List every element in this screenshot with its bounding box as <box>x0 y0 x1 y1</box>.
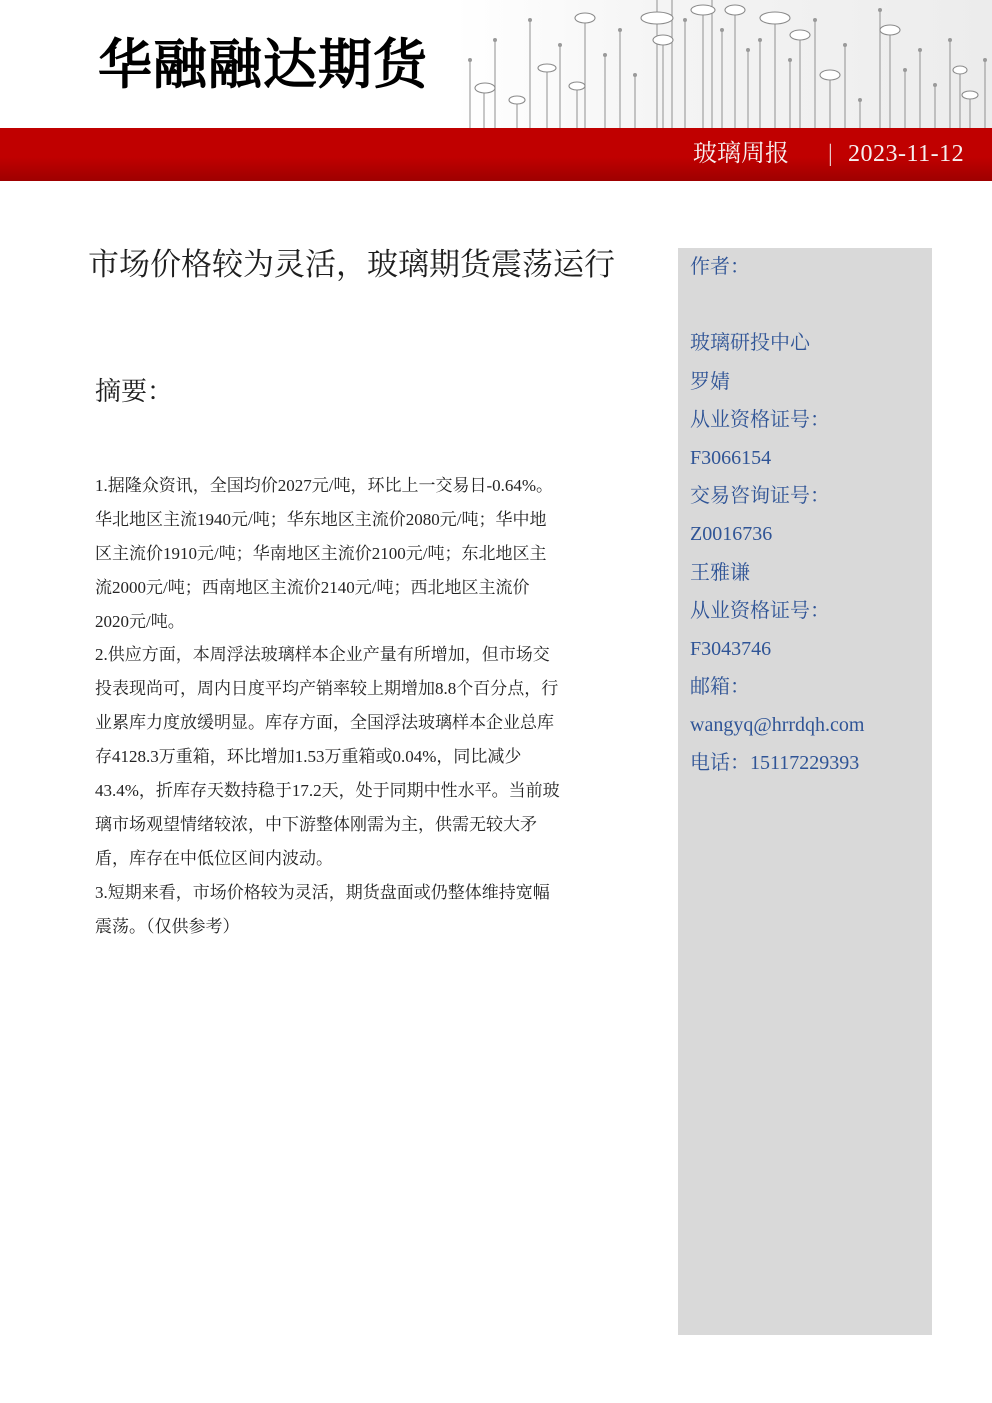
summary-line: 投表现尚可，周内日度平均产销率较上期增加8.8个百分点，行 <box>95 679 559 699</box>
report-title: 市场价格较为灵活，玻璃期货震荡运行 <box>88 247 615 282</box>
summary-body <box>95 469 635 943</box>
qualification-label: 从业资格证号： <box>690 408 830 431</box>
author-sidebar <box>678 248 932 1335</box>
header-band <box>0 128 992 181</box>
email-label: 邮箱： <box>690 676 750 699</box>
qualification-number: F3043746 <box>690 637 772 660</box>
summary-line: 区主流价1910元/吨；华南地区主流价2100元/吨；东北地区主 <box>95 543 547 563</box>
email-address: wangyq@hrrdqh.com <box>690 714 865 737</box>
summary-line: 震荡。（仅供参考） <box>95 916 240 936</box>
qualification-label: 从业资格证号： <box>690 599 830 622</box>
qualification-number: F3066154 <box>690 446 772 469</box>
phone-number: 电话：15117229393 <box>690 752 860 775</box>
summary-line: 盾，库存在中低位区间内波动。 <box>95 848 333 868</box>
decorative-lines-graphic <box>455 0 992 128</box>
header-decoration <box>455 0 992 128</box>
summary-line: 华北地区主流1940元/吨；华东地区主流价2080元/吨；华中地 <box>95 509 547 529</box>
summary-line: 流2000元/吨；西南地区主流价2140元/吨；西北地区主流价 <box>95 577 530 597</box>
report-type: 玻璃周报 <box>693 141 789 167</box>
summary-line: 璃市场观望情绪较浓，中下游整体刚需为主，供需无较大矛 <box>95 814 537 834</box>
summary-line: 存4128.3万重箱，环比增加1.53万重箱或0.04%，同比减少 <box>95 747 522 767</box>
summary-heading: 摘要： <box>95 377 174 406</box>
report-date: 2023-11-12 <box>848 141 965 167</box>
consulting-number: Z0016736 <box>690 523 773 546</box>
author-details <box>690 324 930 782</box>
summary-line: 1.据隆众资讯，全国均价2027元/吨，环比上一交易日-0.64%。 <box>95 476 554 495</box>
brand-logo-text: 华融融达期货 <box>98 33 428 96</box>
author-name: 罗婧 <box>690 370 730 393</box>
summary-line: 2.供应方面，本周浮法玻璃样本企业产量有所增加，但市场交 <box>95 645 550 665</box>
author-name: 王雅谦 <box>690 561 750 584</box>
author-label: 作者： <box>690 256 750 278</box>
summary-line: 3.短期来看，市场价格较为灵活，期货盘面或仍整体维持宽幅 <box>95 882 550 902</box>
summary-line: 2020元/吨。 <box>95 611 185 631</box>
research-team: 玻璃研投中心 <box>690 332 810 355</box>
header-separator: | <box>828 141 833 167</box>
summary-line: 业累库力度放缓明显。库存方面，全国浮法玻璃样本企业总库 <box>95 713 554 733</box>
summary-line: 43.4%，折库存天数持稳于17.2天，处于同期中性水平。当前玻 <box>95 781 560 801</box>
consulting-label: 交易咨询证号： <box>690 485 830 508</box>
